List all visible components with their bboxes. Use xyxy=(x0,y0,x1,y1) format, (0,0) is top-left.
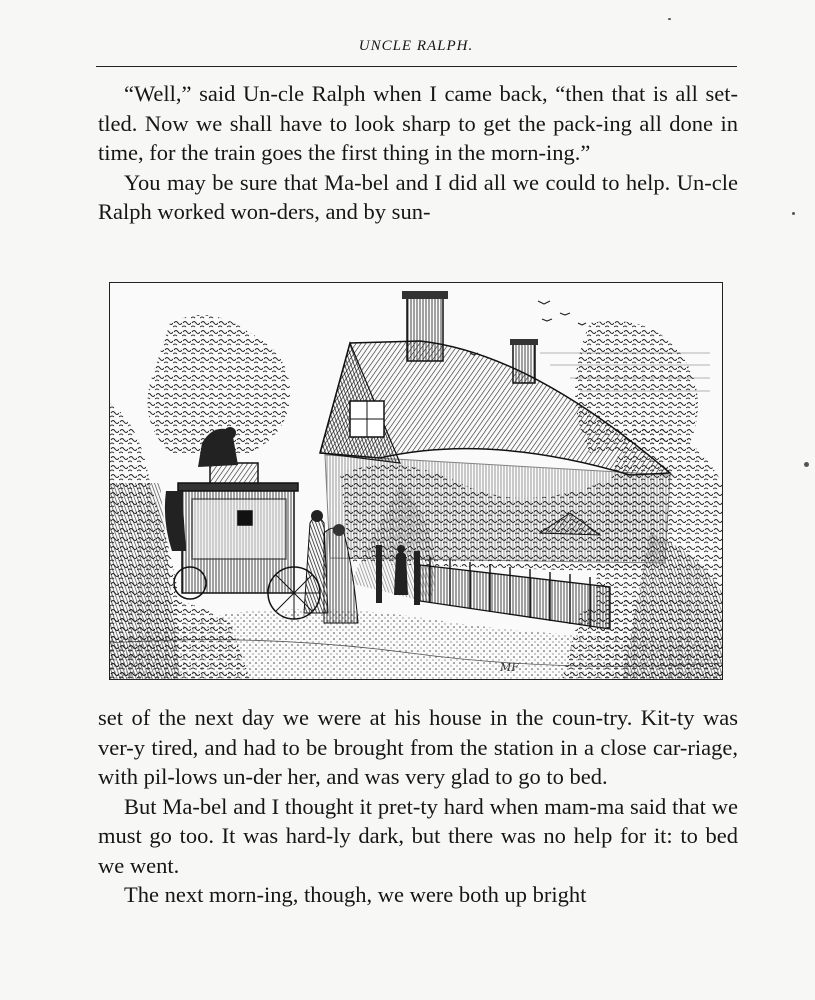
paragraph: But Ma-bel and I thought it pret-ty hard when mam-ma said that we must go too. It was hard-ly dark, but there was no help for it: to bed we went. xyxy=(98,793,738,878)
artist-monogram: MF xyxy=(500,661,519,674)
print-speck xyxy=(792,212,795,215)
print-speck xyxy=(668,18,671,20)
text-block-bottom xyxy=(98,703,738,910)
paragraph: The next morn-ing, though, we were both up bright xyxy=(124,882,587,907)
header-rule xyxy=(96,66,737,67)
print-speck xyxy=(804,462,809,467)
text-block-top xyxy=(98,79,738,227)
running-head: UNCLE RALPH. xyxy=(358,38,474,54)
cottage-illustration xyxy=(109,282,723,680)
paragraph: “Well,” said Un-cle Ralph when I came back, “then that is all set-tled. Now we shall have to look sharp to get the pack-ing all done in time, for the train goes the first thing in the morn-ing.” xyxy=(98,81,738,165)
paragraph: set of the next day we were at his house in the coun-try. Kit-ty was ver-y tired, and had to be brought from the station in a close car-riage, with pil-lows un-der her, and was very glad to go to bed. xyxy=(98,705,738,789)
paragraph: You may be sure that Ma-bel and I did all we could to help. Un-cle Ralph worked won-ders, and by sun- xyxy=(98,169,738,224)
